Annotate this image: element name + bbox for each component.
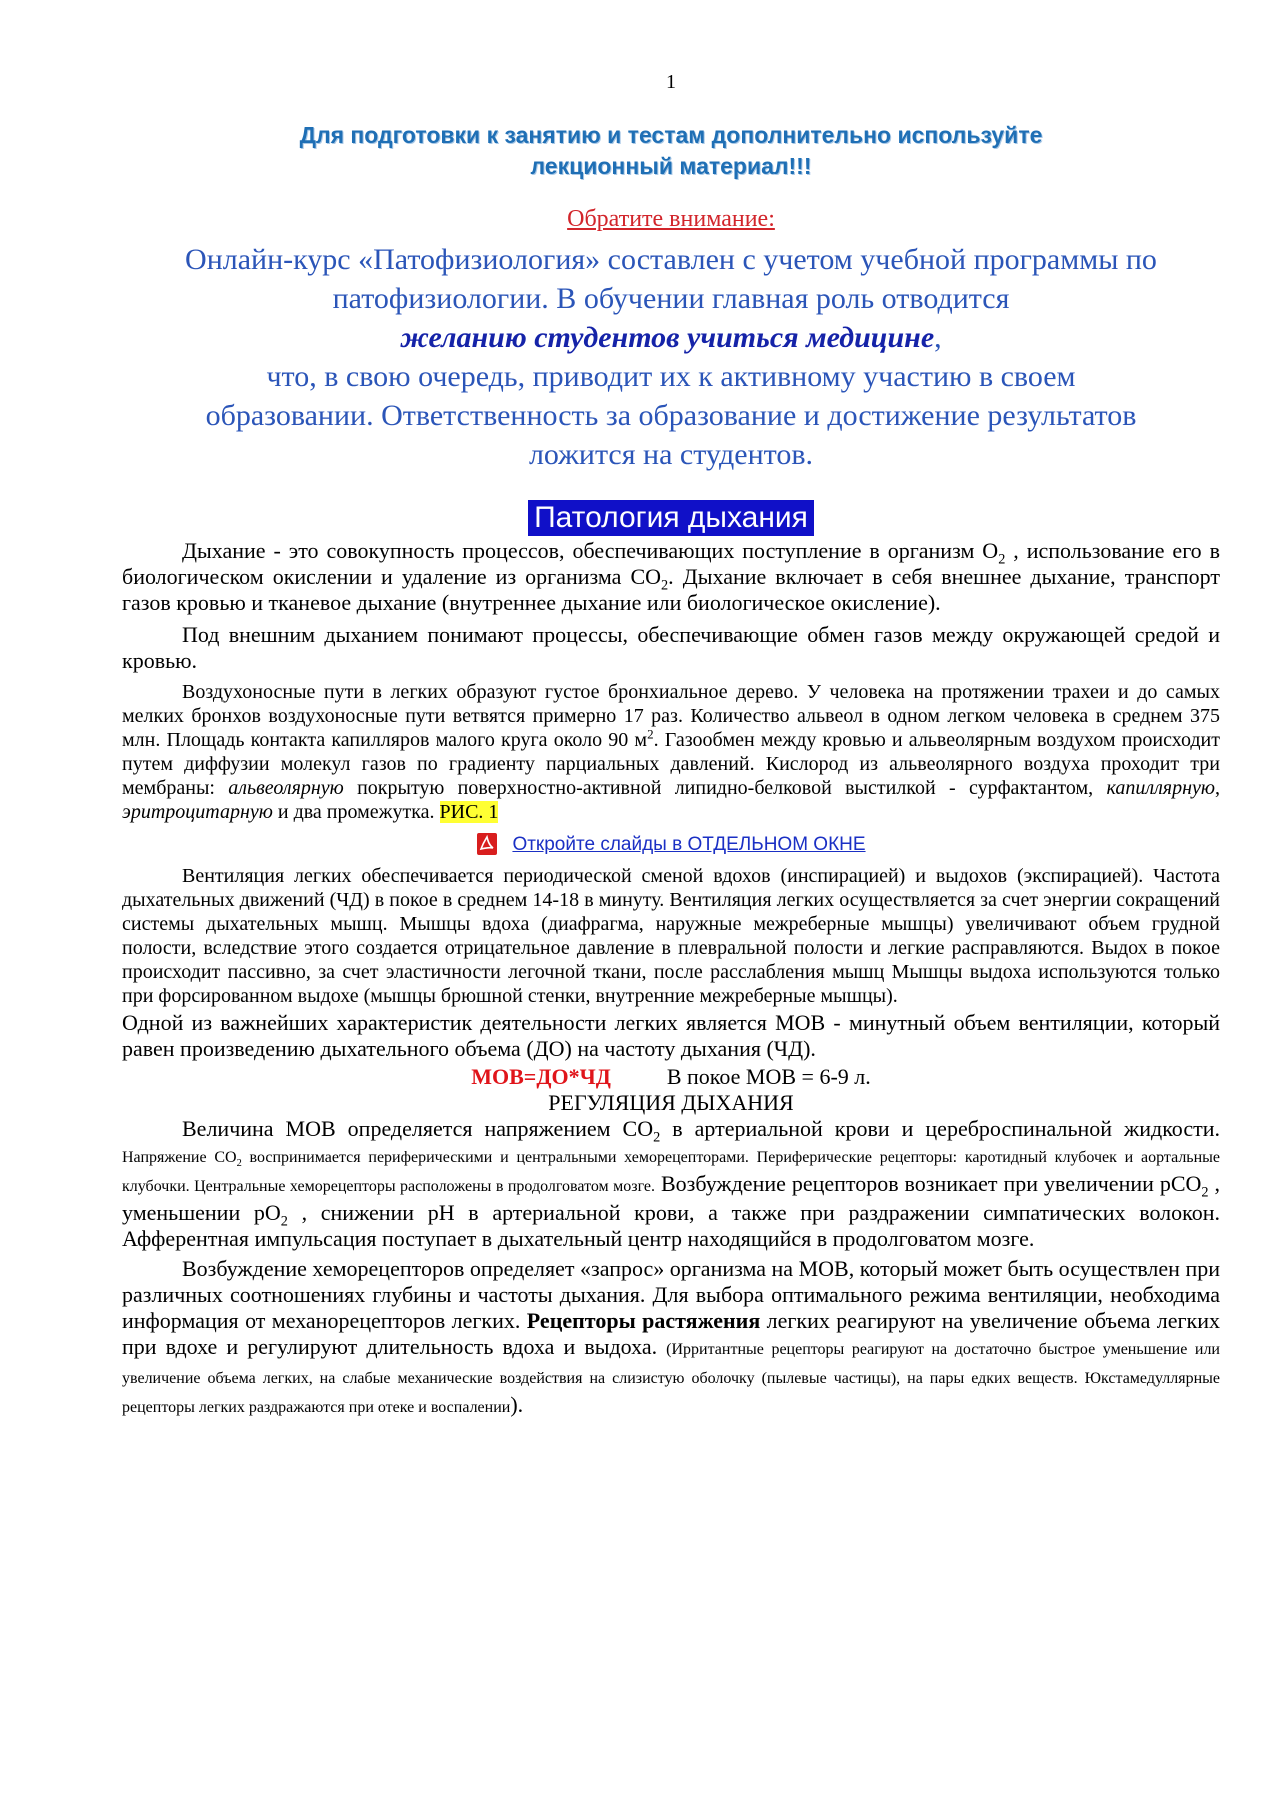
paragraph-external-breathing: Под внешним дыханием понимают процессы, обеспечивающие обмен газов между окружающей средой и кровью. xyxy=(122,622,1220,673)
text-run: Возбуждение хеморецепторов определяет «запрос» организма на МОВ, который может быть осуществлен при различных соотношениях глубины и частоты дыхания. Для выбора оптимального режима вентиляции, необходима информация от механорецепторов легких. xyxy=(122,1256,1220,1333)
course-intro xyxy=(122,240,1220,474)
open-slides-link[interactable]: Откройте слайды в ОТДЕЛЬНОМ ОКНЕ xyxy=(512,834,866,855)
paragraph-breathing-definition xyxy=(122,538,1220,616)
mov-formula: МОВ=ДО*ЧД xyxy=(471,1064,611,1089)
mov-rest-value: В покое МОВ = 6-9 л. xyxy=(666,1064,871,1089)
subsection-title: РЕГУЛЯЦИЯ ДЫХАНИЯ xyxy=(548,1090,794,1115)
text-run: Напряжение CO xyxy=(122,1149,237,1166)
subscript: 2 xyxy=(280,1213,288,1230)
heading-wrap xyxy=(122,500,1220,536)
study-notice xyxy=(122,120,1220,182)
italic-term: капиллярную xyxy=(1106,777,1215,799)
intro-line-2: патофизиологии. В обучении главная роль отводится xyxy=(332,282,1010,315)
text-run: воспринимается периферическими и центральными хеморецепторами. Периферические рецепторы: каротидный клубочек и аортальные клубочки. Центральные хеморецепторы расположены в продолговатом мозге. xyxy=(122,1149,1221,1195)
superscript: 2 xyxy=(647,726,654,742)
formula-row xyxy=(122,1064,1220,1090)
fine-print: (Ирритантные рецепторы реагируют на достаточно быстрое уменьшение или увеличение объема легких, на слабые механические воздействия на слизистую оболочку (пылевые частицы), на пары едких веществ. Юкстамедуллярные рецепторы легких раздражаются при отеке и воспалении xyxy=(122,1341,1220,1416)
intro-emphasis: желанию студентов учиться медицине xyxy=(400,321,935,354)
attention-label: Обратите внимание: xyxy=(567,206,775,232)
subscript: 2 xyxy=(653,1129,661,1146)
text-run: Воздухоносные пути в легких образуют густое бронхиальное дерево. У человека на протяжении трахеи и до самых мелких бронхов воздухоносные пути ветвятся примерно 17 раз. Количество альвеол в одном легком человека в среднем 375 млн. Площадь контакта капилляров малого круга около 90 м xyxy=(122,681,1220,751)
text-run: . Дыхание включает в себя внешнее дыхание, транспорт газов кровью и тканевое дыхание (внутреннее дыхание или биологическое окисление). xyxy=(122,564,1220,615)
subscript: 2 xyxy=(998,551,1006,568)
intro-comma: , xyxy=(934,321,942,354)
italic-term: эритроцитарную xyxy=(122,801,273,823)
text-run: Величина МОВ определяется напряжением CO xyxy=(182,1116,654,1141)
intro-line-1: Онлайн-курс «Патофизиология» составлен с учетом учебной программы по xyxy=(185,243,1157,276)
notice-line-2: лекционный материал!!! xyxy=(530,153,812,179)
text-run: ). xyxy=(510,1392,524,1417)
figure-reference: РИС. 1 xyxy=(439,801,499,823)
paragraph-ventilation: Вентиляция легких обеспечивается периодической сменой вдохов (инспирацией) и выдохов (экспирацией). Частота дыхательных движений (ЧД) в покое в среднем 14-18 в минуту. Вентиляция легких осуществляется за счет энергии сокращений системы дыхательных мышц. Мышцы вдоха (диафрагма, наружные межреберные мышцы) увеличивают объем грудной полости, вследствие этого создается отрицательное давление в плевральной полости и легкие расправляются. Выдох в покое происходит пассивно, за счет эластичности легочной ткани, после расслабления мышц Мышцы выдоха используются только при форсированном выдохе (мышцы брюшной стенки, внутренние межреберные мышцы). xyxy=(122,865,1220,1007)
pdf-icon[interactable] xyxy=(476,832,498,856)
paragraph-chemoreceptors xyxy=(122,1256,1220,1421)
document-page xyxy=(122,70,1220,1421)
section-heading: Патология дыхания xyxy=(528,500,814,536)
intro-line-5: образовании. Ответственность за образование и достижение результатов xyxy=(205,399,1137,432)
text-run: . Газообмен между кровью и альвеолярным воздухом происходит путем диффузии молекул газов по градиенту парциальных давлений. Кислород из альвеолярного воздуха проходит три мембраны: xyxy=(122,729,1220,799)
text-run: и два промежутка. xyxy=(272,801,440,823)
italic-term: альвеолярную xyxy=(228,777,344,799)
page-number: 1 xyxy=(666,71,676,93)
paragraph-regulation xyxy=(122,1116,1220,1252)
subscript: 2 xyxy=(1201,1184,1209,1201)
text-run: , использование его в биологическом окислении и удаление из организма CO xyxy=(122,538,1220,589)
text-run: , снижении pH в артериальной крови, а также при раздражении симпатических волокон. Афферентная импульсация поступает в дыхательный центр находящийся в продолговатом мозге. xyxy=(122,1200,1220,1251)
text-run: , xyxy=(1215,777,1220,799)
text-run: , уменьшении pO xyxy=(122,1171,1221,1225)
text-run: Дыхание - это совокупность процессов, обеспечивающих поступление в организм O xyxy=(182,538,999,563)
text-run: покрытую поверхностно-активной липидно-белковой выстилкой - сурфактантом, xyxy=(343,777,1107,799)
subscript: 2 xyxy=(661,577,669,594)
paragraph-airways xyxy=(122,680,1220,824)
text-run: легких реагируют на увеличение объема легких при вдохе и регулируют длительность вдоха и выдоха. xyxy=(122,1308,1220,1359)
bold-term: Рецепторы растяжения xyxy=(526,1308,761,1333)
notice-line-1: Для подготовки к занятию и тестам дополнительно используйте xyxy=(299,122,1043,148)
intro-line-6: ложится на студентов. xyxy=(528,438,814,471)
intro-line-4: что, в свою очередь, приводит их к активному участию в своем xyxy=(266,360,1076,393)
text-run: в артериальной крови и цереброспинальной жидкости. xyxy=(660,1116,1220,1141)
slides-link-row xyxy=(122,832,1220,856)
text-run: Возбуждение рецепторов возникает при увеличении pCO xyxy=(655,1171,1202,1196)
paragraph-mov-definition: Одной из важнейших характеристик деятельности легких является МОВ - минутный объем вентиляции, который равен произведению дыхательного объема (ДО) на частоту дыхания (ЧД). xyxy=(122,1010,1220,1061)
subscript: 2 xyxy=(236,1158,242,1170)
intro-line-3 xyxy=(122,318,1220,357)
